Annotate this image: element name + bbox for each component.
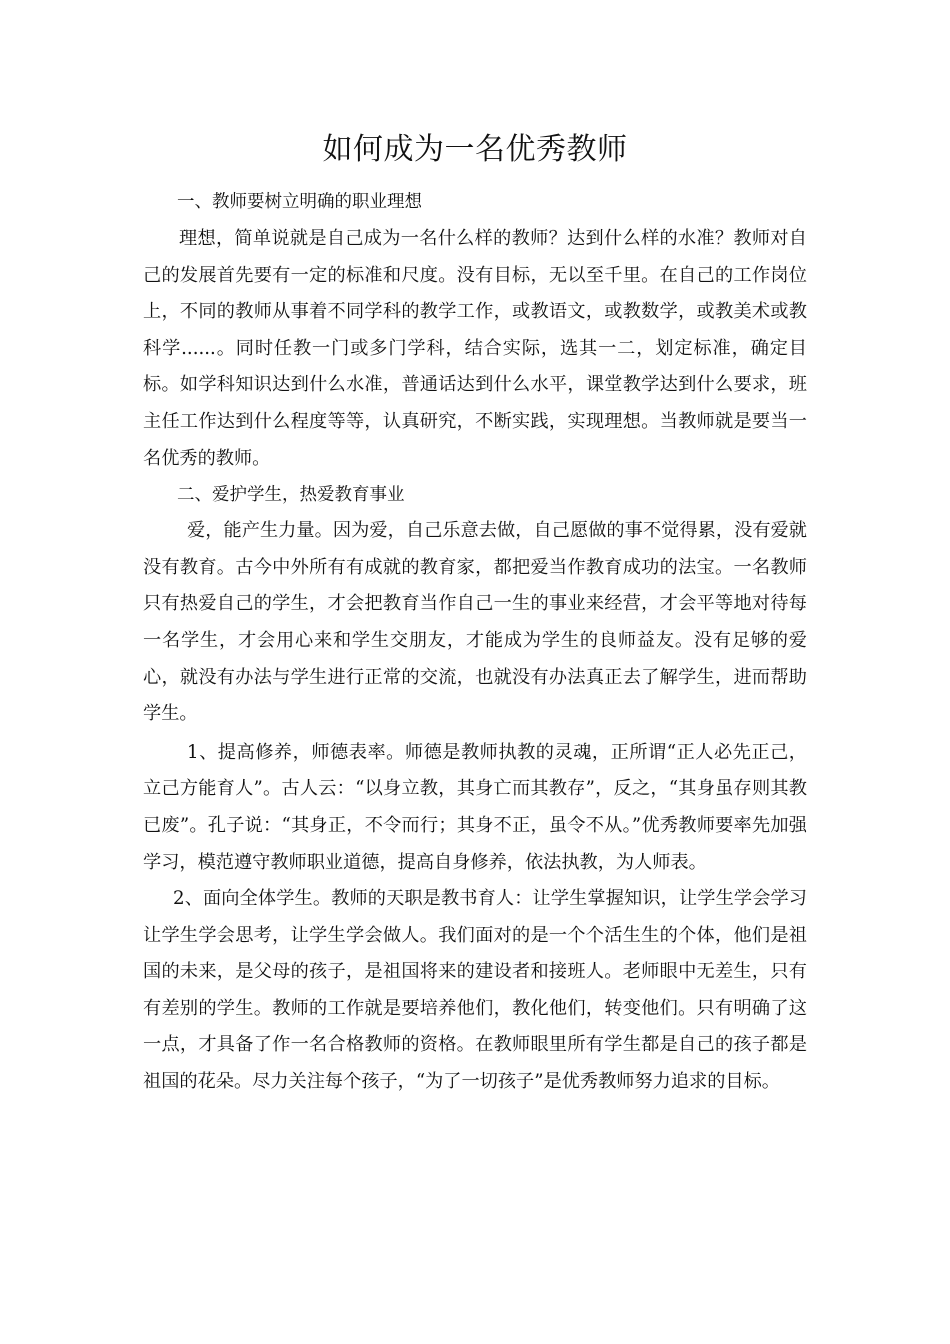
paragraph-love-students: 爱，能产生力量。因为爱，自己乐意去做，自己愿做的事不觉得累，没有爱就没有教育。古今中外所有有成就的教育家，都把爱当作教育成功的法宝。一名教师只有热爱自己的学生，才会把教育当作自己一生的事业来经营，才会平等地对待每一名学生，才会用心来和学生交朋友，才能成为学生的良师益友。没有足够的爱心，就没有办法与学生进行正常的交流，也就没有办法真正去了解学生，进而帮助学生。 bbox=[143, 520, 807, 725]
section-heading-career-ideal: 一、教师要树立明确的职业理想 bbox=[177, 192, 422, 212]
paragraph-career-ideal: 理想，简单说就是自己成为一名什么样的教师？达到什么样的水准？教师对自己的发展首先要有一定的标准和尺度。没有目标，无以至千里。在自己的工作岗位上，不同的教师从事着不同学科的教学工作，或教语文，或教数学，或教美术或教科学......。同时任教一门或多门学科，结合实际，选其一二，划定标准，确定目标。如学科知识达到什么水准，普通话达到什么水平，课堂教学达到什么要求，班主任工作达到什么程度等等，认真研究，不断实践，实现理想。当教师就是要当一名优秀的教师。 bbox=[143, 228, 807, 469]
section-heading-love-students: 二、爱护学生，热爱教育事业 bbox=[177, 485, 405, 506]
paragraph-point-cultivation: 1、提高修养，师德表率。师德是教师执教的灵魂，正所谓“正人必先正己，立己方能育人”。古人云：“以身立教，其身亡而其教存”，反之，“其身虽存则其教已废”。孔子说：“其身正，不令而行；其身不正，虽令不从。”优秀教师要率先加强学习，模范遵守教师职业道德，提高自身修养，依法执教，为人师表。 bbox=[143, 741, 807, 873]
paragraph-point-all-students: 2、面向全体学生。教师的天职是教书育人：让学生掌握知识，让学生学会学习让学生学会思考，让学生学会做人。我们面对的是一个个活生生的个体，他们是祖国的未来，是父母的孩子，是祖国将来的建设者和接班人。老师眼中无差生，只有有差别的学生。教师的工作就是要培养他们，教化他们，转变他们。只有明确了这一点，才具备了作一名合格教师的资格。在教师眼里所有学生都是自己的孩子都是祖国的花朵。尽力关注每个孩子，“为了一切孩子”是优秀教师努力追求的目标。 bbox=[143, 888, 807, 1093]
document-title: 如何成为一名优秀教师 bbox=[322, 132, 628, 167]
document-body bbox=[143, 184, 807, 1101]
